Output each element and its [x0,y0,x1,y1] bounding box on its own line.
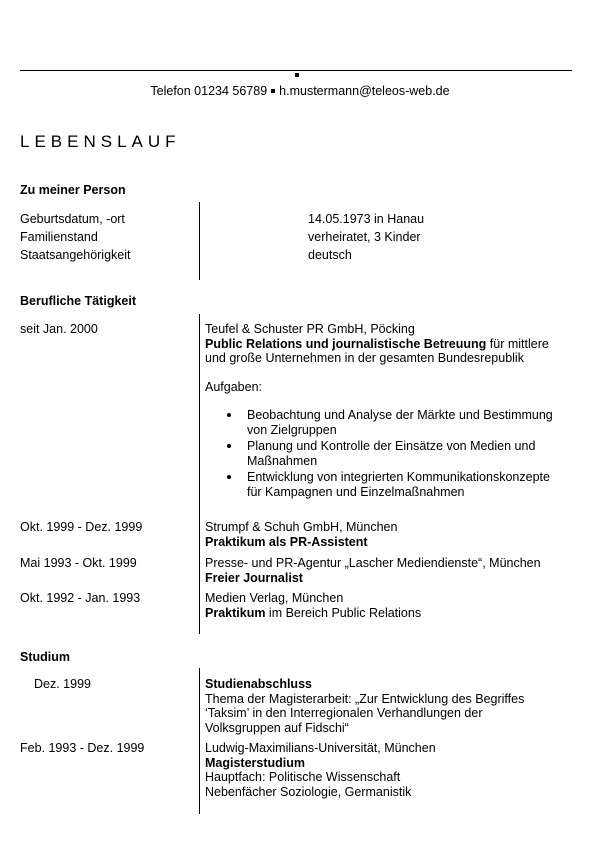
work-date-4: Okt. 1992 - Jan. 1993 [20,591,141,605]
study-uni-2: Ludwig-Maximilians-Universität, München [205,741,436,755]
bullet-icon [227,475,231,479]
work-role-bold-4: Praktikum [205,605,266,620]
person-labels [20,210,131,264]
work-entry-1 [205,322,575,501]
work-company-1: Teufel & Schuster PR GmbH, Pöcking [205,322,415,336]
label-nationality: Staatsangehörigkeit [20,248,131,262]
study-entry-1 [205,677,575,735]
work-entry-3 [205,556,575,585]
study-title-1: Studienabschluss [205,677,312,691]
section-heading-person: Zu meiner Person [20,183,126,197]
list-item [205,439,575,468]
tasks-list [205,408,575,499]
work-role-3: Freier Journalist [205,570,303,585]
work-desc-line2-1: und große Unternehmen in der gesamten Bundesrepublik [205,351,524,365]
section-heading-study: Studium [20,650,70,664]
study-line-1-1: Thema der Magisterarbeit: „Zur Entwicklung des Begriffes [205,691,525,706]
work-company-3: Presse- und PR-Agentur „Lascher Mediendienste“, München [205,556,541,570]
task-1-line1: Beobachtung und Analyse der Märkte und Bestimmung [247,408,553,422]
work-role-2: Praktikum als PR-Assistent [205,534,368,549]
section-heading-work: Berufliche Tätigkeit [20,294,136,308]
work-entry-4 [205,591,575,620]
page-title: LEBENSLAUF [20,132,181,151]
value-family: verheiratet, 3 Kinder [308,230,421,244]
work-date-3: Mai 1993 - Okt. 1999 [20,556,137,570]
study-entry-2 [205,741,575,799]
section-divider-work [199,314,200,634]
work-company-4: Medien Verlag, München [205,591,344,605]
value-birth: 14.05.1973 in Hanau [308,212,425,226]
section-divider-person [199,202,200,280]
task-2-line2: Maßnahmen [247,453,318,468]
tasks-label: Aufgaben: [205,379,262,394]
task-1-line2: von Zielgruppen [247,422,337,437]
value-nationality: deutsch [308,248,352,262]
study-title-2: Magisterstudium [205,755,306,770]
study-line-2-2: Nebenfächer Soziologie, Germanistik [205,784,412,799]
study-date-2: Feb. 1993 - Dez. 1999 [20,741,145,755]
separator-bullet-icon [271,89,275,93]
header-rule [20,70,572,71]
work-date-1: seit Jan. 2000 [20,322,98,336]
label-family: Familienstand [20,230,98,244]
task-2-line1: Planung und Kontrolle der Einsätze von Medien und [247,439,536,453]
study-date-1: Dez. 1999 [34,677,91,691]
person-values [308,210,424,264]
contact-phone: Telefon 01234 56789 [150,84,268,98]
bullet-icon [227,444,231,448]
work-role-rest-4: im Bereich Public Relations [265,605,422,620]
list-item [205,408,575,437]
contact-email[interactable]: h.mustermann@teleos-web.de [279,84,450,98]
study-line-1-3: Volksgruppen auf Fidschi“ [205,720,349,735]
work-desc-rest-1: für mittlere [486,336,549,351]
contact-line [0,84,600,98]
study-line-1-2: ‘Taksim’ in den Interregionalen Verhandlungen der [205,706,483,720]
work-desc-1 [205,337,575,352]
work-desc-bold-1: Public Relations und journalistische Betreuung [205,336,487,351]
label-birth: Geburtsdatum, -ort [20,212,125,226]
list-item [205,470,575,499]
bullet-icon [227,413,231,417]
work-entry-2 [205,520,575,549]
work-company-2: Strumpf & Schuh GmbH, München [205,520,398,534]
work-role-4 [205,606,575,621]
task-3-line2: für Kampagnen und Einzelmaßnahmen [247,484,465,499]
work-date-2: Okt. 1999 - Dez. 1999 [20,520,143,534]
header-bullet-icon [295,73,299,77]
task-3-line1: Entwicklung von integrierten Kommunikationskonzepte [247,470,550,484]
study-line-2-1: Hauptfach: Politische Wissenschaft [205,770,401,784]
section-divider-study [199,668,200,814]
